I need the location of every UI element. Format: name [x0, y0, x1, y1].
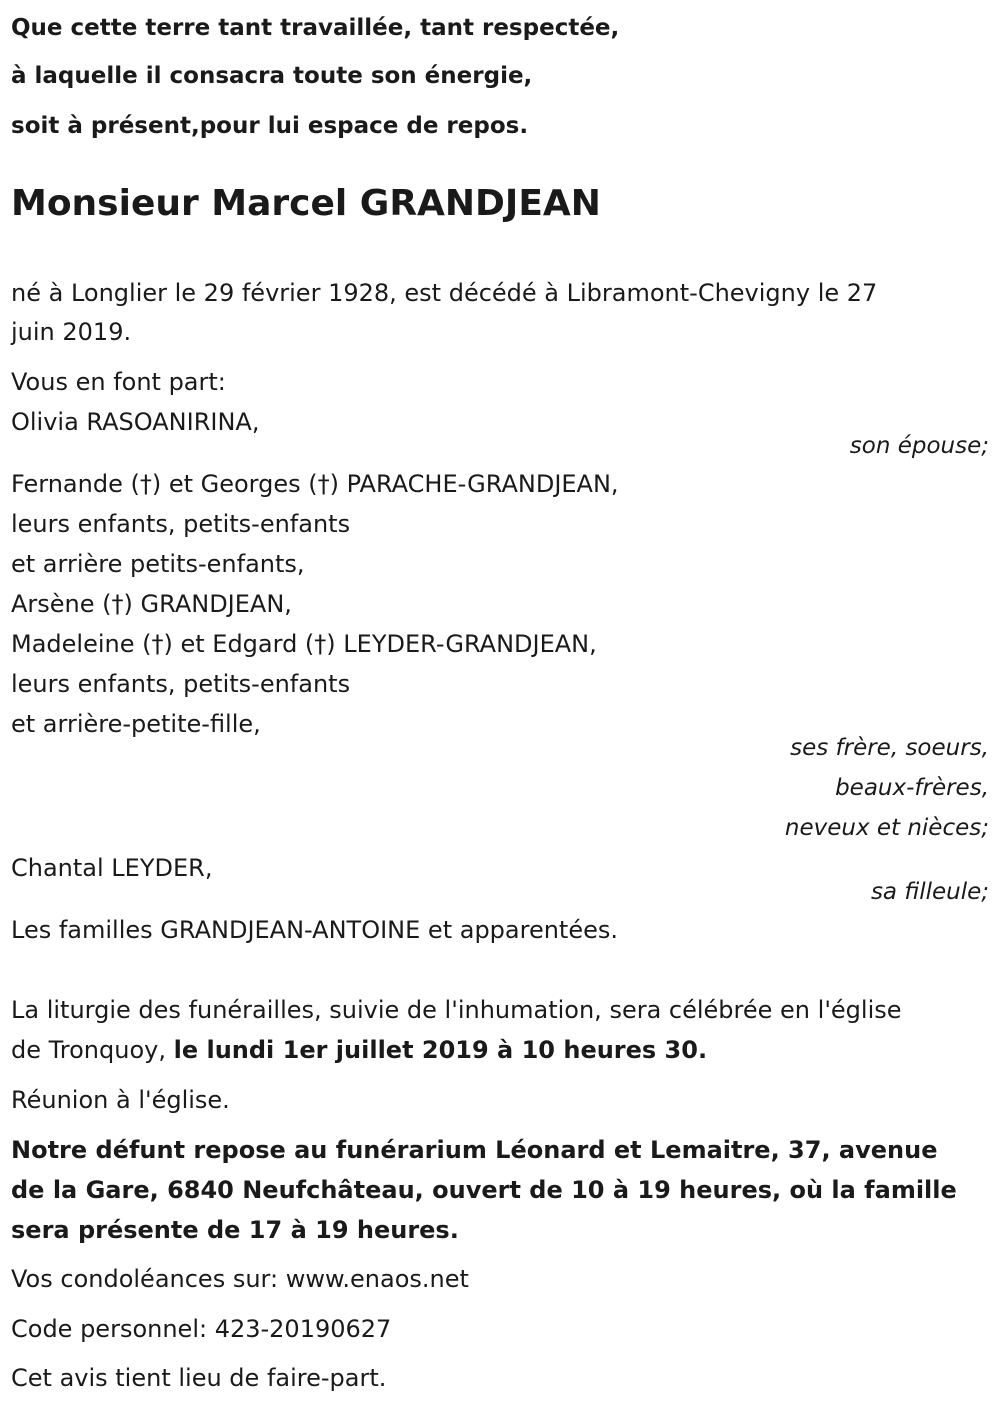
condolences-text: Vos condoléances sur: www.enaos.net [11, 1265, 469, 1293]
sibling-line-3: et arrière petits-enfants, [11, 550, 305, 578]
sibling-line-7: et arrière-petite-fille, [11, 710, 261, 738]
deceased-name: Monsieur Marcel GRANDJEAN [11, 183, 601, 224]
verse-line-3: soit à présent,pour lui espace de repos. [11, 113, 529, 139]
intro-line-1: né à Longlier le 29 février 1928, est décédé à Libramont-Chevigny le 27 [11, 279, 878, 307]
intro-line-2: juin 2019. [11, 318, 132, 346]
meeting-text: Réunion à l'église. [11, 1086, 230, 1114]
sibling-line-1: Fernande (†) et Georges (†) PARACHE-GRANDJEAN, [11, 470, 619, 498]
families-line: Les familles GRANDJEAN-ANTOINE et apparentées. [11, 916, 619, 944]
rest-line-1: Notre défunt repose au funérarium Léonard et Lemaitre, 37, avenue [11, 1136, 938, 1164]
sibling-line-6: leurs enfants, petits-enfants [11, 670, 351, 698]
siblings-role-2: beaux-frères, [835, 775, 989, 801]
announce-text: Vous en font part: [11, 368, 226, 396]
funeral-church: de Tronquoy, [11, 1036, 166, 1064]
spouse-role: son épouse; [849, 433, 989, 459]
sibling-line-4: Arsène (†) GRANDJEAN, [11, 590, 292, 618]
notice-text: Cet avis tient lieu de faire-part. [11, 1364, 387, 1392]
verse-line-2: à laquelle il consacra toute son énergie, [11, 63, 533, 89]
siblings-role-1: ses frère, soeurs, [790, 735, 989, 761]
funeral-line-1: La liturgie des funérailles, suivie de l'inhumation, sera célébrée en l'église [11, 996, 902, 1024]
sibling-line-5: Madeleine (†) et Edgard (†) LEYDER-GRANDJEAN, [11, 630, 597, 658]
goddaughter-role: sa filleule; [870, 879, 989, 905]
rest-line-2: de la Gare, 6840 Neufchâteau, ouvert de 10 à 19 heures, où la famille [11, 1176, 957, 1204]
funeral-line-2 [11, 1036, 707, 1064]
sibling-line-2: leurs enfants, petits-enfants [11, 510, 351, 538]
goddaughter-name: Chantal LEYDER, [11, 854, 213, 882]
personal-code: Code personnel: 423-20190627 [11, 1315, 392, 1343]
verse-line-1: Que cette terre tant travaillée, tant respectée, [11, 15, 620, 41]
siblings-role-3: neveux et nièces; [784, 815, 989, 841]
funeral-date: le lundi 1er juillet 2019 à 10 heures 30. [173, 1036, 708, 1064]
rest-line-3: sera présente de 17 à 19 heures. [11, 1216, 459, 1244]
spouse-name: Olivia RASOANIRINA, [11, 408, 260, 436]
